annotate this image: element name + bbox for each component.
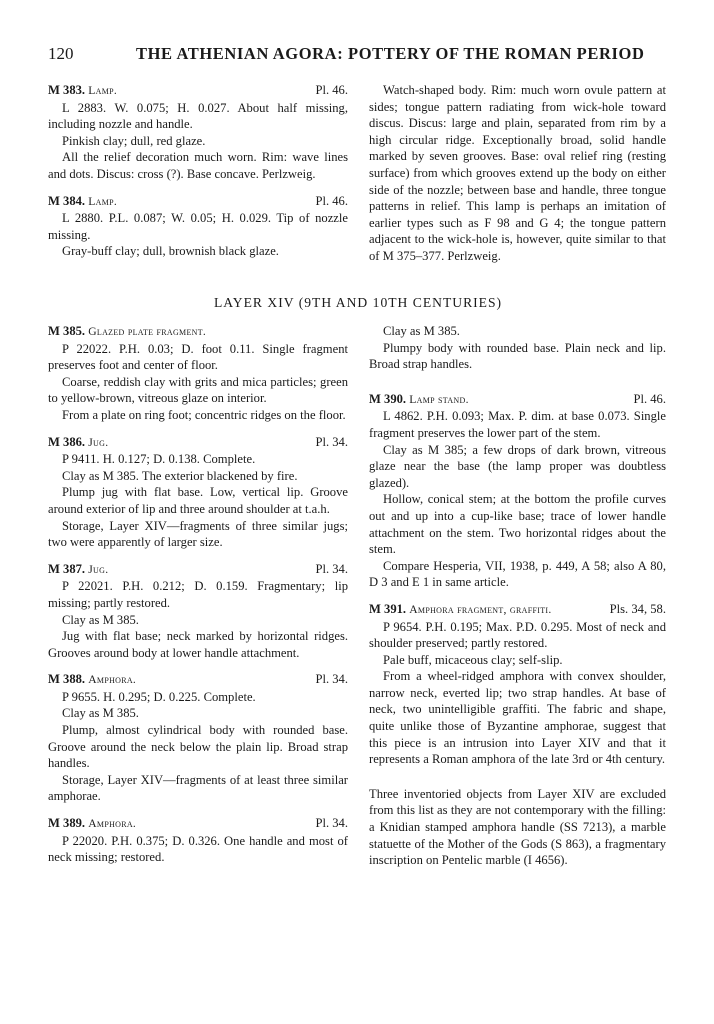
entry-paragraph: L 2883. W. 0.075; H. 0.027. About half missing, including nozzle and handle. <box>48 100 348 132</box>
entry-heading <box>48 434 348 452</box>
entry-plate: Pl. 34. <box>315 561 348 576</box>
entry-name: Jug. <box>88 562 109 576</box>
entry-name: Lamp stand. <box>409 392 469 406</box>
entry-paragraph: Pinkish clay; dull, red glaze. <box>62 133 206 148</box>
entry-paragraph: P 9411. H. 0.127; D. 0.138. Complete. <box>62 452 256 467</box>
entry-paragraph: From a plate on ring foot; concentric ridges on the floor. <box>62 407 346 422</box>
catalog-entry <box>48 193 348 260</box>
entry-paragraph: Jug with flat base; neck marked by horizontal ridges. Grooves around body at lower handle attachment. <box>48 629 348 660</box>
entry-name: Amphora fragment, graffiti. <box>409 602 552 616</box>
catalog-entry <box>48 82 348 183</box>
entry-paragraph: P 9655. H. 0.295; D. 0.225. Complete. <box>62 689 256 704</box>
entry-heading <box>369 601 666 619</box>
entry-id: M 383. <box>48 83 86 97</box>
entry-heading <box>48 671 348 689</box>
entry-paragraph: Storage, Layer XIV—fragments of at least three similar amphorae. <box>48 772 348 804</box>
continued-entry <box>369 323 666 373</box>
entry-paragraph: Clay as M 385. The exterior blackened by fire. <box>62 468 298 483</box>
page-number: 120 <box>48 44 74 63</box>
entry-id: M 384. <box>48 193 86 208</box>
entry-id: M 385. <box>48 324 86 338</box>
entry-name: Amphora. <box>88 817 137 831</box>
catalog-entry <box>369 601 666 768</box>
entry-heading <box>48 561 348 579</box>
entry-name: Lamp. <box>88 84 118 97</box>
entry-name: Glazed plate fragment. <box>88 325 207 338</box>
entry-paragraph: Clay as M 385. <box>62 612 139 627</box>
entry-id: M 390. <box>369 391 407 406</box>
entry-plate: Pl. 34. <box>315 672 348 687</box>
continued-paragraph: Watch-shaped body. Rim: much worn ovule pattern at sides; tongue pattern radiating from wick-hole toward discus. Discus: large and plain, separated from rim by a high circular ridge. Exceptionally broad, solid handle marked by seven grooves. Base: oval relief ring (resting surface) from which grooves extend up the body on either side of the nozzle; between base and handle, three tongue patterns in relief. This lamp is perhaps an imitation of earlier types such as F 98 and G 4; the tongue pattern adjacent to the wick-hole is, however, quite similar to that of M 375–377. Perlzweig. <box>369 83 666 263</box>
entry-id-name <box>48 561 108 579</box>
catalog-entry <box>48 323 348 424</box>
entry-id-name <box>369 601 552 619</box>
entry-plate: Pl. 46. <box>633 391 666 406</box>
right-column-bottom <box>369 323 666 869</box>
left-column-bottom <box>48 323 348 876</box>
layer-heading: LAYER XIV (9TH AND 10TH CENTURIES) <box>213 295 503 310</box>
entry-id-name <box>369 391 469 409</box>
entry-paragraph: Plump jug with flat base. Low, vertical lip. Groove around exterior of lip and three around shoulder at t.a.h. <box>48 485 348 516</box>
entry-id: M 387. <box>48 561 86 576</box>
entry-id: M 386. <box>48 434 86 449</box>
entry-plate: Pls. 34, 58. <box>609 601 666 616</box>
entry-paragraph: Coarse, reddish clay with grits and mica particles; green to yellow-brown, vitreous glaze on interior. <box>48 374 348 406</box>
entry-id: M 391. <box>369 601 407 616</box>
entry-id-name <box>48 671 136 689</box>
entry-paragraph: Compare Hesperia, VII, 1938, p. 449, A 58; also A 80, D 3 and E 1 in same article. <box>369 558 666 590</box>
entry-id-name <box>48 815 136 833</box>
entry-paragraph: Gray-buff clay; dull, brownish black glaze. <box>62 244 279 259</box>
entry-paragraph: Storage, Layer XIV—fragments of three similar jugs; two were apparently of larger size. <box>48 518 348 550</box>
entry-heading <box>48 193 348 211</box>
entry-id-name <box>48 82 117 100</box>
entry-paragraph: Clay as M 385; a few drops of dark brown, vitreous glaze near the base (the lamp proper was doubtless glazed). <box>369 442 666 490</box>
entry-heading <box>48 82 348 100</box>
entry-paragraph: From a wheel-ridged amphora with convex shoulder, narrow neck, everted lip; two strap handles. At base of neck, two unintelligible graffiti. The fabric and shape, quite unlike those of Byzantine amphorae, suggest that this piece is an intrusion into Layer XIV and that it represents a Roman amphora of the late 3rd or 4th century. <box>369 669 666 767</box>
entry-plate: Pl. 46. <box>315 193 348 208</box>
entry-plate: Pl. 34. <box>315 816 348 831</box>
entry-paragraph: P 22020. P.H. 0.375; D. 0.326. One handle and most of neck missing; restored. <box>48 833 348 865</box>
entry-paragraph: All the relief decoration much worn. Rim: wave lines and dots. Discus: cross (?). Base concave. Perlzweig. <box>48 150 348 181</box>
entry-paragraph: P 22022. P.H. 0.03; D. foot 0.11. Single fragment preserves foot and center of floor. <box>48 341 348 373</box>
entry-name: Lamp. <box>88 194 118 208</box>
entry-name: Jug. <box>88 435 109 449</box>
entry-paragraph: Hollow, conical stem; at the bottom the profile curves out and up into a cup-like base; trace of lower handle attachment on the stem. Two horizontal ridges about the stem. <box>369 492 666 557</box>
entry-id-name <box>48 434 108 452</box>
continued-paragraph: Plumpy body with rounded base. Plain neck and lip. Broad strap handles. <box>369 340 666 372</box>
entry-paragraph: Clay as M 385. <box>62 706 139 721</box>
catalog-entry <box>48 671 348 805</box>
entry-heading <box>48 815 348 833</box>
closing-note: Three inventoried objects from Layer XIV are excluded from this list as they are not contemporary with the filling: a Knidian stamped amphora handle (SS 7213), a marble statuette of the Mother of the Gods (S 863), a fragmentary inscription on Pentelic marble (I 4656). <box>369 786 666 868</box>
entry-paragraph: L 4862. P.H. 0.093; Max. P. dim. at base 0.073. Single fragment preserves the lower part of the stem. <box>369 409 666 440</box>
entry-paragraph: L 2880. P.L. 0.087; W. 0.05; H. 0.029. Tip of nozzle missing. <box>48 211 348 242</box>
entry-paragraph: Plump, almost cylindrical body with rounded base. Groove around the neck below the plain lip. Broad strap handles. <box>48 723 348 771</box>
entry-plate: Pl. 34. <box>315 434 348 449</box>
entry-paragraph: Pale buff, micaceous clay; self-slip. <box>383 652 563 667</box>
entry-heading <box>369 391 666 409</box>
entry-id-name <box>48 323 206 341</box>
catalog-entry <box>48 434 348 551</box>
running-title: THE ATHENIAN AGORA: POTTERY OF THE ROMAN PERIOD <box>136 44 645 63</box>
catalog-entry <box>369 391 666 591</box>
right-column-top <box>369 82 666 265</box>
entry-id: M 388. <box>48 672 86 687</box>
entry-heading <box>48 323 348 341</box>
entry-id: M 389. <box>48 816 86 831</box>
page-header <box>48 44 668 68</box>
entry-paragraph: P 22021. P.H. 0.212; D. 0.159. Fragmentary; lip missing; partly restored. <box>48 579 348 610</box>
entry-paragraph: P 9654. P.H. 0.195; Max. P.D. 0.295. Most of neck and shoulder preserved; partly restored. <box>369 619 666 651</box>
entry-name: Amphora. <box>88 673 137 687</box>
catalog-entry <box>48 561 348 662</box>
left-column-top <box>48 82 348 270</box>
continued-paragraph: Clay as M 385. <box>383 324 460 338</box>
entry-plate: Pl. 46. <box>315 83 348 97</box>
entry-id-name <box>48 193 117 211</box>
catalog-entry <box>48 815 348 866</box>
